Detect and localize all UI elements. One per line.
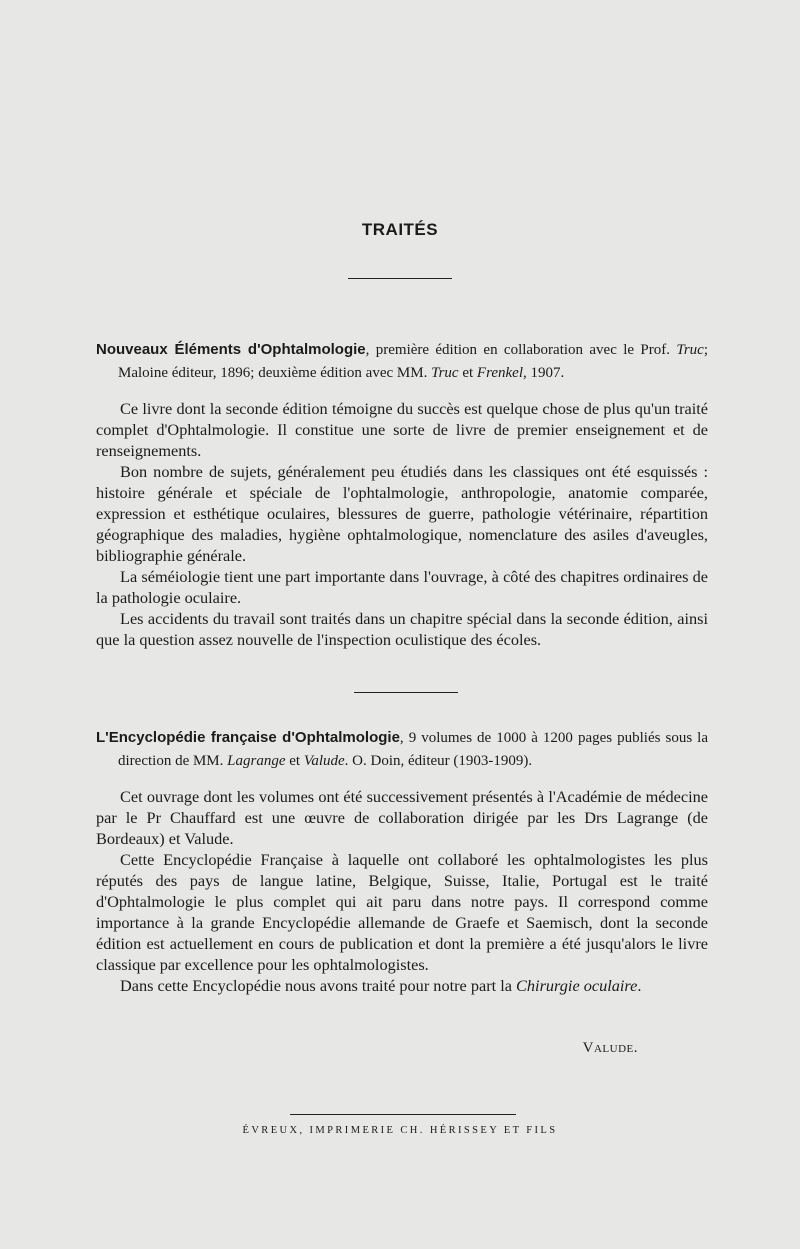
imprint-rule [290,1114,516,1115]
entry-title: Nouveaux Éléments d'Ophtalmologie [96,341,366,358]
section-rule [354,692,458,693]
signature: Valude. [582,1040,638,1056]
paragraph: Dans cette Encyclopédie nous avons traité pour notre part la Chirurgie oculaire. [120,976,642,995]
entry-nouveaux-elements [96,338,708,650]
title-rule [348,278,452,279]
paragraph: Ce livre dont la seconde édition témoigne du succès est quelque chose de plus qu'un traité complet d'Ophtalmologie. Il constitue une sorte de livre de premier enseignement et de renseignements. [96,399,708,460]
entry-heading: L'Encyclopédie française d'Ophtalmologie, 9 volumes de 1000 à 1200 pages publiés sous la direction de MM. Lagrange et Valude. O. Doin, éditeur (1903-1909). [96,729,708,769]
paragraph: Cette Encyclopédie Française à laquelle ont collaboré les ophtalmologistes les plus réputés des pays de langue latine, Belgique, Suisse, Italie, Portugal est le traité d'Ophtalmologie le plus complet qui ait paru dans notre pays. Il correspond comme importance à la grande Encyclopédie allemande de Graefe et Saemisch, dont la seconde édition est actuellement en cours de publication et dont la première a été jusqu'alors le livre classique par excellence pour les ophtalmologistes. [96,850,708,974]
entry-encyclopedie [96,726,708,996]
paragraph: Les accidents du travail sont traités dans un chapitre spécial dans la seconde édition, ainsi que la question assez nouvelle de l'inspection oculistique des écoles. [96,609,708,649]
entry-title: L'Encyclopédie française d'Ophtalmologie [96,729,400,746]
page-title: TRAITÉS [361,220,439,239]
paragraph: La séméiologie tient une part importante dans l'ouvrage, à côté des chapitres ordinaires de la pathologie oculaire. [96,567,708,607]
entry-heading: Nouveaux Éléments d'Ophtalmologie, première édition en collaboration avec le Prof. Truc; Maloine éditeur, 1896; deuxième édition avec MM. Truc et Frenkel, 1907. [96,341,709,381]
paragraph: Bon nombre de sujets, généralement peu étudiés dans les classiques ont été esquissés : histoire générale et spéciale de l'ophtalmologie, anthropologie, anatomie comparée, expression et esthétique oculaires, blessures de guerre, pathologie vétérinaire, répartition géographique des maladies, hygiène ophtalmologique, nomenclature des asiles d'aveugles, bibliographie générale. [96,462,708,565]
paragraph: Cet ouvrage dont les volumes ont été successivement présentés à l'Académie de médecine par le Pr Chauffard est une œuvre de collaboration dirigée par les Drs Lagrange (de Bordeaux) et Valude. [96,787,708,848]
imprint-line: ÉVREUX, IMPRIMERIE CH. HÉRISSEY ET FILS [242,1125,558,1136]
